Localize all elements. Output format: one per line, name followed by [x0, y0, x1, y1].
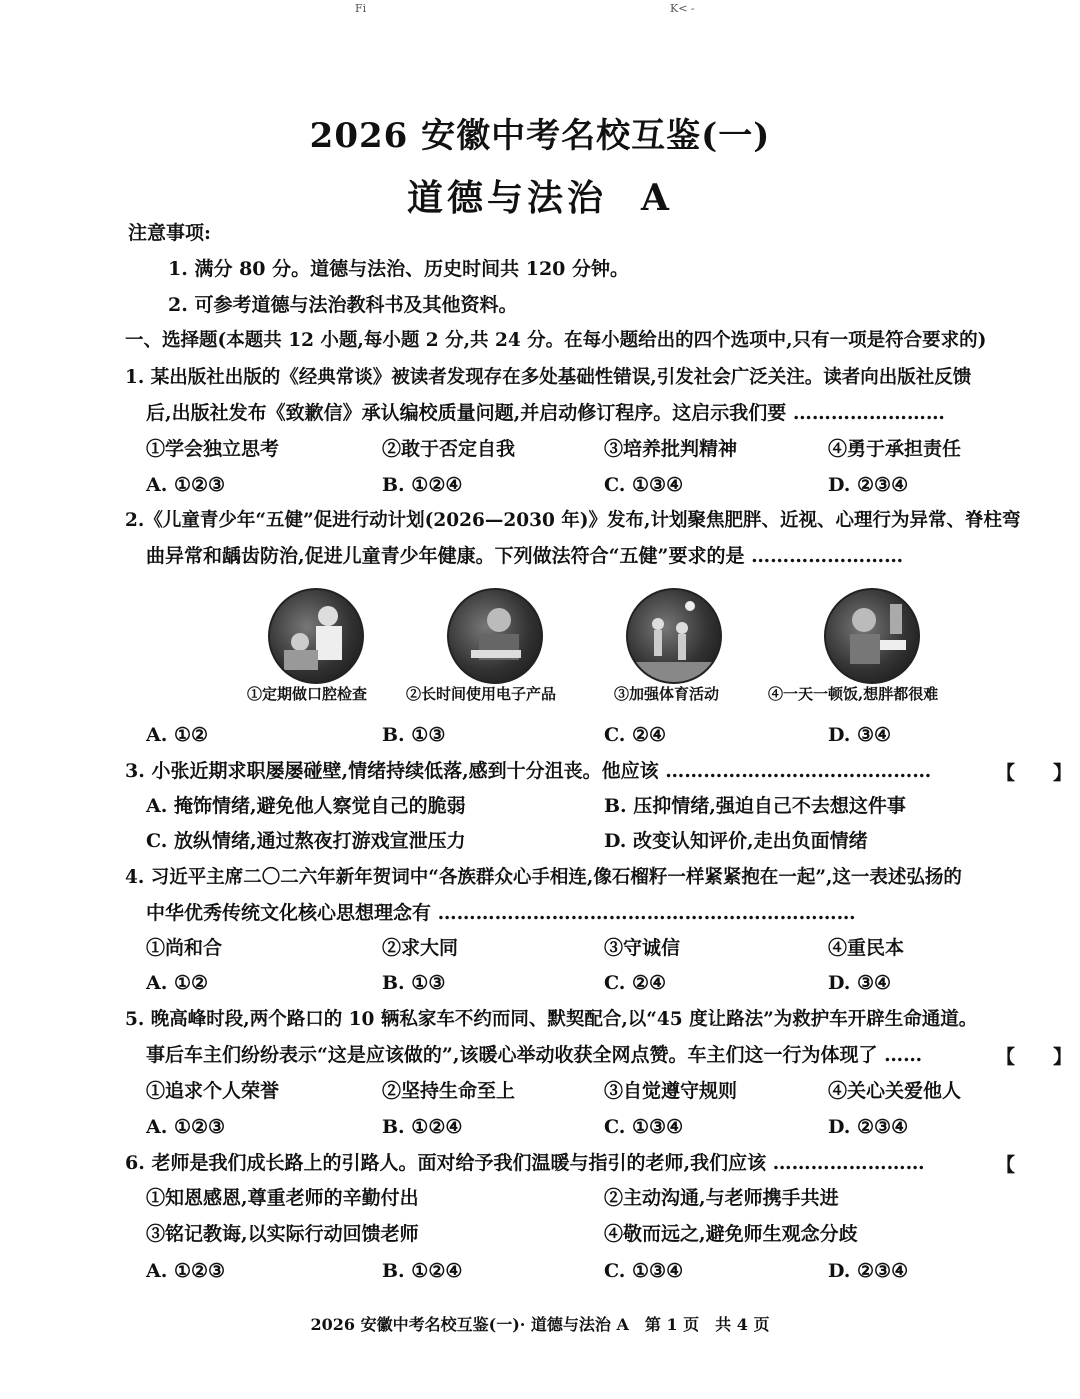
q4-item-4: ④重民本	[828, 937, 905, 959]
q4-stem-line-2: 中华优秀传统文化核心思想理念有 …………………………………………………………	[146, 902, 856, 924]
q6-choice-d: D. ②③④	[828, 1260, 909, 1282]
page-footer: 2026 安徽中考名校互鉴(一)· 道德与法治 A 第 1 页 共 4 页	[310, 1315, 770, 1334]
q3-choice-b: B. 压抑情绪,强迫自己不去想这件事	[604, 795, 906, 817]
q1-stem-line-2: 后,出版社发布《致歉信》承认编校质量问题,并启动修订程序。这启示我们要 ……………………	[146, 402, 945, 424]
q5-choice-c: C. ①③④	[604, 1116, 684, 1138]
q5-item-3: ③自觉遵守规则	[604, 1080, 738, 1102]
paper-version: A	[641, 177, 673, 219]
q1-item-1: ①学会独立思考	[146, 438, 280, 460]
q1-choice-d: D. ②③④	[828, 474, 909, 496]
photo-sports-activity	[626, 588, 722, 684]
q3-answer-bracket: 【 】	[996, 762, 1073, 784]
skipping-meals-illustration	[826, 590, 918, 682]
q6-item-2: ②主动沟通,与老师携手共进	[604, 1187, 839, 1209]
q6-choice-c: C. ①③④	[604, 1260, 684, 1282]
q6-item-3: ③铭记教诲,以实际行动回馈老师	[146, 1223, 419, 1245]
q6-item-1: ①知恩感恩,尊重老师的辛勤付出	[146, 1187, 419, 1209]
q2-caption-2: ②长时间使用电子产品	[406, 685, 557, 703]
notice-item-1: 1. 满分 80 分。道德与法治、历史时间共 120 分钟。	[168, 258, 630, 280]
q4-item-3: ③守诚信	[604, 937, 681, 959]
q2-choice-d: D. ③④	[828, 724, 892, 746]
q5-answer-bracket: 【 】	[996, 1046, 1073, 1068]
q1-item-3: ③培养批判精神	[604, 438, 738, 460]
q5-choice-b: B. ①②④	[382, 1116, 463, 1138]
q4-item-2: ②求大同	[382, 937, 459, 959]
q2-choice-a: A. ①②	[146, 724, 209, 746]
subject-name: 道德与法治	[407, 177, 608, 219]
q2-caption-3: ③加强体育活动	[614, 685, 720, 703]
q4-choice-d: D. ③④	[828, 972, 892, 994]
q2-stem-line-2: 曲异常和龋齿防治,促进儿童青少年健康。下列做法符合“五健”要求的是 ……………………	[146, 545, 904, 567]
q1-choice-c: C. ①③④	[604, 474, 684, 496]
section-heading: 一、选择题(本题共 12 小题,每小题 2 分,共 24 分。在每小题给出的四个选项中,只有一项是符合要求的)	[125, 330, 987, 351]
q3-stem: 3. 小张近期求职屡屡碰壁,情绪持续低落,感到十分沮丧。他应该 ……………………………………	[125, 760, 932, 782]
exam-title: 2026 安徽中考名校互鉴(一)	[309, 116, 771, 156]
q1-item-2: ②敢于否定自我	[382, 438, 516, 460]
q5-item-1: ①追求个人荣誉	[146, 1080, 280, 1102]
photo-electronic-devices	[447, 588, 543, 684]
q4-choice-c: C. ②④	[604, 972, 667, 994]
subject-title	[0, 170, 1080, 221]
q6-answer-bracket: 【	[996, 1154, 1016, 1176]
q2-choice-b: B. ①③	[382, 724, 446, 746]
q6-stem: 6. 老师是我们成长路上的引路人。面对给予我们温暖与指引的老师,我们应该 ……………………	[125, 1152, 925, 1174]
q6-choice-a: A. ①②③	[146, 1260, 226, 1282]
q1-choice-b: B. ①②④	[382, 474, 463, 496]
dental-checkup-illustration	[270, 590, 362, 682]
top-mark-right: K< -	[670, 2, 695, 15]
q6-item-4: ④敬而远之,避免师生观念分歧	[604, 1223, 858, 1245]
q5-choice-a: A. ①②③	[146, 1116, 226, 1138]
photo-skipping-meals	[824, 588, 920, 684]
q2-choice-c: C. ②④	[604, 724, 667, 746]
photo-dental-checkup	[268, 588, 364, 684]
q3-choice-a: A. 掩饰情绪,避免他人察觉自己的脆弱	[146, 795, 466, 817]
q4-choice-a: A. ①②	[146, 972, 209, 994]
electronic-devices-illustration	[449, 590, 541, 682]
q1-stem-line-1: 1. 某出版社出版的《经典常谈》被读者发现存在多处基础性错误,引发社会广泛关注。读者向出版社反馈	[125, 367, 972, 388]
q2-stem-line-1: 2.《儿童青少年“五健”促进行动计划(2026—2030 年)》发布,计划聚焦肥胖、近视、心理行为异常、脊柱弯	[125, 510, 1021, 531]
q4-choice-b: B. ①③	[382, 972, 446, 994]
q5-item-2: ②坚持生命至上	[382, 1080, 516, 1102]
q6-choice-b: B. ①②④	[382, 1260, 463, 1282]
q3-choice-d: D. 改变认知评价,走出负面情绪	[604, 830, 868, 852]
sports-activity-illustration	[628, 590, 720, 682]
q5-choice-d: D. ②③④	[828, 1116, 909, 1138]
q2-caption-4: ④一天一顿饭,想胖都很难	[768, 685, 939, 703]
q5-stem-line-2: 事后车主们纷纷表示“这是应该做的”,该暖心举动收获全网点赞。车主们这一行为体现了 ……	[146, 1044, 923, 1066]
q1-choice-a: A. ①②③	[146, 474, 226, 496]
q1-item-4: ④勇于承担责任	[828, 438, 962, 460]
q4-item-1: ①尚和合	[146, 937, 223, 959]
q5-item-4: ④关心关爱他人	[828, 1080, 962, 1102]
q3-choice-c: C. 放纵情绪,通过熬夜打游戏宣泄压力	[146, 830, 466, 852]
top-mark-left: Fi	[355, 2, 367, 15]
notice-heading: 注意事项:	[128, 222, 212, 244]
notice-item-2: 2. 可参考道德与法治教科书及其他资料。	[168, 294, 518, 316]
q4-stem-line-1: 4. 习近平主席二〇二六年新年贺词中“各族群众心手相连,像石榴籽一样紧紧抱在一起”,这一表述弘扬的	[125, 867, 962, 888]
q2-caption-1: ①定期做口腔检查	[247, 685, 368, 703]
q5-stem-line-1: 5. 晚高峰时段,两个路口的 10 辆私家车不约而同、默契配合,以“45 度让路法”为救护车开辟生命通道。	[125, 1009, 978, 1030]
